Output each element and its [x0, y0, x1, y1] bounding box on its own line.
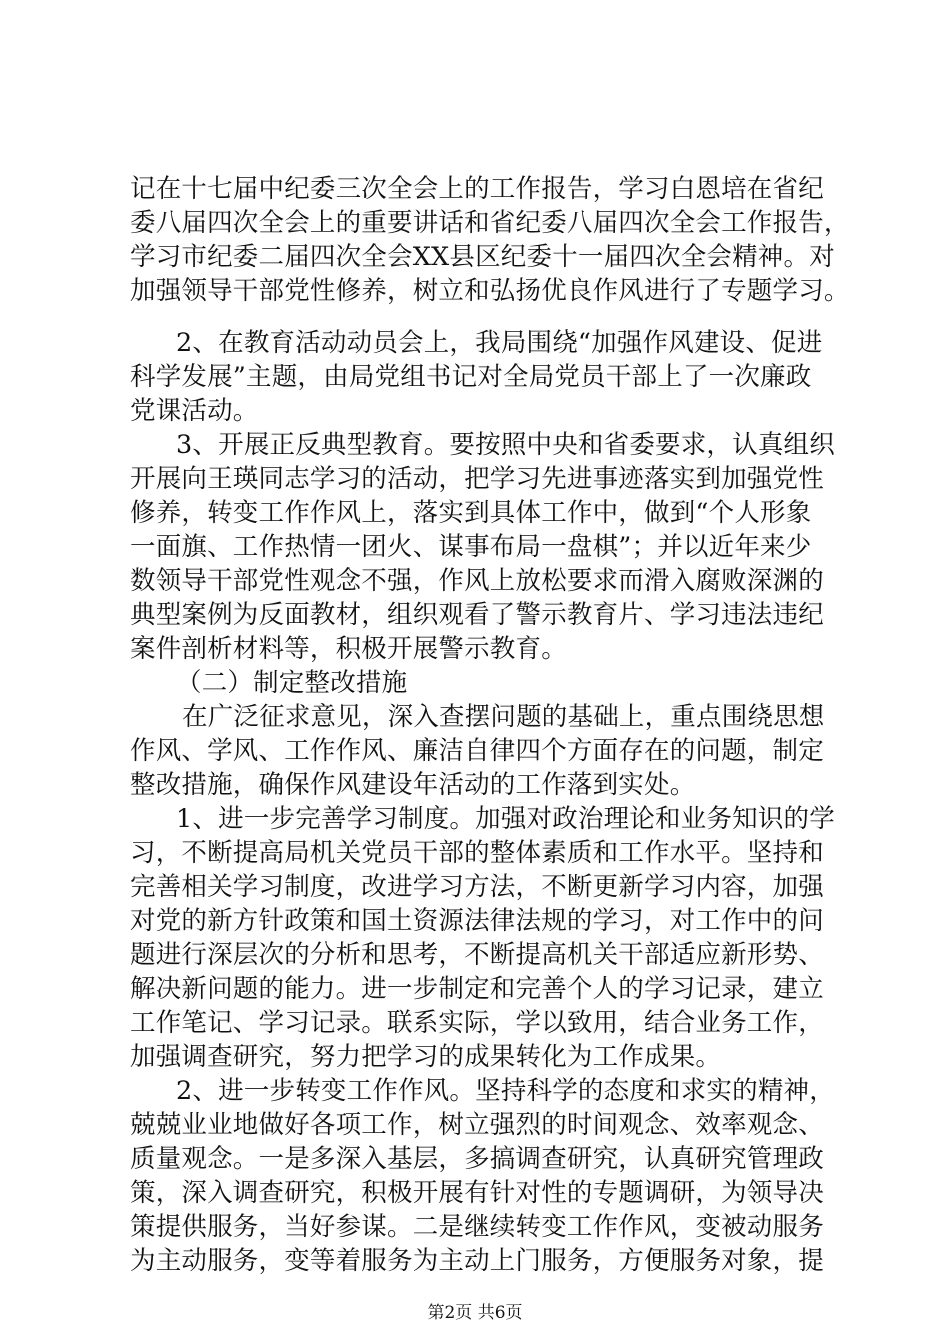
text-line: 开展向王瑛同志学习的活动，把学习先进事迹落实到加强党性 — [130, 464, 824, 494]
text-line: 习，不断提高局机关党员干部的整体素质和工作水平。坚持和 — [130, 838, 824, 868]
text-line: 解决新问题的能力。进一步制定和完善个人的学习记录，建立 — [130, 974, 824, 1004]
text-line: 1、进一步完善学习制度。加强对政治理论和业务知识的学 — [176, 804, 835, 834]
text-line: 策，深入调查研究，积极开展有针对性的专题调研，为领导决 — [130, 1178, 824, 1208]
text-line: 为主动服务，变等着服务为主动上门服务，方便服务对象，提 — [130, 1246, 824, 1276]
text-line: 数领导干部党性观念不强，作风上放松要求而滑入腐败深渊的 — [130, 566, 824, 596]
text-line: 加强调查研究，努力把学习的成果转化为工作成果。 — [130, 1042, 722, 1072]
text-line: 3、开展正反典型教育。要按照中央和省委要求，认真组织 — [176, 430, 835, 460]
section-heading: （二）制定整改措施 — [176, 668, 408, 698]
text-line: 兢兢业业地做好各项工作，树立强烈的时间观念、效率观念、 — [130, 1110, 824, 1140]
text-line: 记在十七届中纪委三次全会上的工作报告，学习白恩培在省纪 — [130, 174, 824, 204]
text-line: 案件剖析材料等，积极开展警示教育。 — [130, 634, 567, 664]
text-line: 在广泛征求意见，深入查摆问题的基础上，重点围绕思想 — [182, 702, 825, 732]
page-footer: 第2页 共6页 — [427, 1303, 523, 1323]
text-line: 策提供服务，当好参谋。二是继续转变工作作风，变被动服务 — [130, 1212, 824, 1242]
text-line: 作风、学风、工作作风、廉洁自律四个方面存在的问题，制定 — [130, 736, 824, 766]
text-line: 题进行深层次的分析和思考，不断提高机关干部适应新形势、 — [130, 940, 824, 970]
text-line: 完善相关学习制度，改进学习方法，不断更新学习内容，加强 — [130, 872, 824, 902]
text-line: 质量观念。一是多深入基层，多搞调查研究，认真研究管理政 — [130, 1144, 824, 1174]
text-line: 学习市纪委二届四次全会XX县区纪委十一届四次全会精神。对 — [130, 242, 835, 272]
text-line: 一面旗、工作热情一团火、谋事布局一盘棋”；并以近年来少 — [130, 532, 812, 562]
text-line: 整改措施，确保作风建设年活动的工作落到实处。 — [130, 770, 696, 800]
text-line: 对党的新方针政策和国土资源法律法规的学习，对工作中的问 — [130, 906, 824, 936]
text-line: 科学发展”主题，由局党组书记对全局党员干部上了一次廉政 — [130, 362, 812, 392]
text-line: 加强领导干部党性修养，树立和弘扬优良作风进行了专题学习。 — [130, 276, 850, 306]
text-line: 2、在教育活动动员会上，我局围绕“加强作风建设、促进 — [176, 328, 823, 358]
text-line: 委八届四次全会上的重要讲话和省纪委八届四次全会工作报告， — [130, 208, 850, 238]
text-line: 工作笔记、学习记录。联系实际，学以致用，结合业务工作， — [130, 1008, 824, 1038]
text-line: 修养，转变工作作风上，落实到具体工作中，做到“个人形象 — [130, 498, 812, 528]
text-line: 典型案例为反面教材，组织观看了警示教育片、学习违法违纪 — [130, 600, 824, 630]
text-line: 党课活动。 — [130, 396, 259, 426]
text-line: 2、进一步转变工作作风。坚持科学的态度和求实的精神， — [176, 1076, 835, 1106]
